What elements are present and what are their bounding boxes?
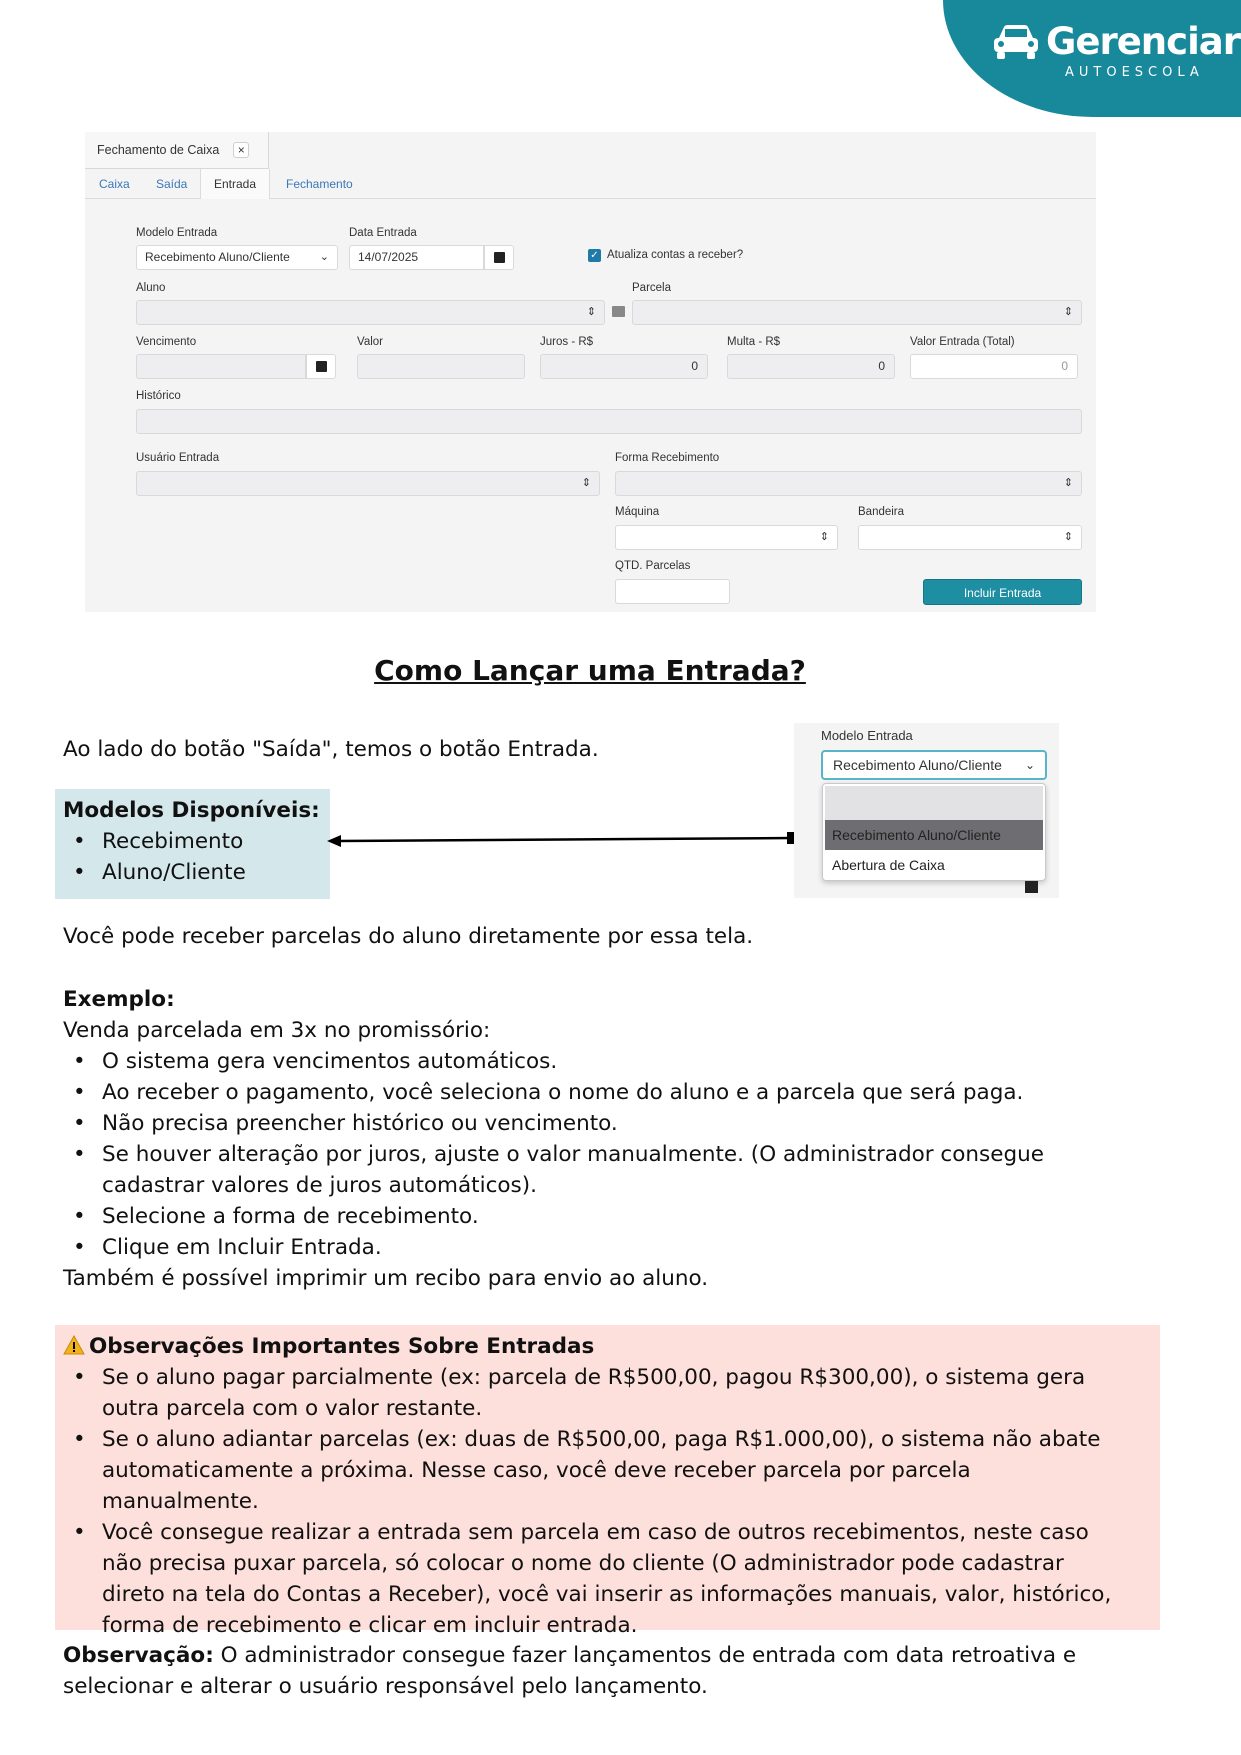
list-item: • Você consegue realizar a entrada sem parcela em caso de outros recebimentos, neste caso não precisa puxar parcela, só colocar o nome do cliente (O administrador pode cadastrar direto na tela do Contas a Receber), você vai inserir as informações manuais, valor, histórico, forma de recebimento e clicar em incluir entrada. — [63, 1517, 1133, 1641]
bandeira-select[interactable] — [858, 525, 1082, 550]
sort-icon: ⇕ — [581, 477, 591, 489]
valor-input[interactable] — [357, 354, 525, 379]
data-entrada-label: Data Entrada — [349, 227, 417, 239]
list-item: • Se houver alteração por juros, ajuste o valor manualmente. (O administrador consegue cadastrar valores de juros automáticos). — [63, 1139, 1063, 1201]
example-intro: Venda parcelada em 3x no promissório: — [63, 1018, 491, 1043]
warning-icon — [63, 1335, 85, 1355]
calendar-icon[interactable] — [484, 245, 514, 270]
historico-label: Histórico — [136, 390, 181, 402]
valor-total-label: Valor Entrada (Total) — [910, 336, 1015, 348]
example-outro: Também é possível imprimir um recibo para envio ao aluno. — [63, 1266, 709, 1291]
dropdown-option-blank[interactable] — [825, 786, 1043, 820]
list-item: • Se o aluno adiantar parcelas (ex: duas de R$500,00, paga R$1.000,00), o sistema não abate automaticamente a próxima. Nesse caso, você deve receber parcela por parcela manualmente. — [63, 1424, 1133, 1517]
brand-name: Gerenciar — [1046, 20, 1240, 63]
list-item: • Se o aluno pagar parcialmente (ex: parcela de R$500,00, pagou R$300,00), o sistema gera outra parcela com o valor restante. — [63, 1362, 1133, 1424]
example-title: Exemplo: — [63, 987, 175, 1012]
usuario-select[interactable] — [136, 471, 600, 496]
final-text: O administrador consegue fazer lançamentos de entrada com data retroativa e selecionar e alterar o usuário responsável pelo lançamento. — [63, 1643, 1077, 1699]
dropdown-selected-value: Recebimento Aluno/Cliente — [833, 757, 1002, 773]
multa-value: 0 — [878, 359, 885, 373]
modelo-entrada-value: Recebimento Aluno/Cliente — [145, 250, 290, 264]
bandeira-label: Bandeira — [858, 506, 905, 518]
car-icon — [991, 22, 1041, 62]
dropdown-label: Modelo Entrada — [821, 728, 913, 743]
observacoes-box — [55, 1325, 1160, 1638]
brand-subtitle: AUTOESCOLA — [1065, 65, 1204, 80]
final-observation — [63, 1640, 1083, 1702]
data-entrada-input[interactable]: 14/07/2025 — [349, 245, 484, 270]
sort-icon: ⇕ — [1063, 306, 1073, 318]
example-section — [63, 984, 1143, 1294]
final-label: Observação: — [63, 1643, 214, 1668]
intro-text: Ao lado do botão "Saída", temos o botão Entrada. — [63, 737, 599, 762]
historico-input[interactable] — [136, 409, 1082, 434]
valor-total-value: 0 — [1061, 359, 1068, 373]
list-item: • Não precisa preencher histórico ou vencimento. — [63, 1108, 1143, 1139]
receive-text: Você pode receber parcelas do aluno diretamente por essa tela. — [63, 924, 754, 949]
calendar-icon[interactable] — [306, 354, 336, 379]
window-tab[interactable] — [85, 132, 269, 169]
valor-total-input[interactable] — [910, 354, 1078, 379]
parcela-select[interactable] — [632, 300, 1082, 325]
sort-icon: ⇕ — [1063, 477, 1073, 489]
page-title: Como Lançar uma Entrada? — [374, 654, 806, 687]
observacoes-title: Observações Importantes Sobre Entradas — [89, 1334, 595, 1359]
brand-logo — [943, 0, 1241, 117]
maquina-label: Máquina — [615, 506, 660, 518]
dropdown-option-abertura[interactable]: Abertura de Caixa — [832, 857, 945, 873]
atualiza-checkbox[interactable]: ✓ — [588, 249, 601, 262]
aluno-select[interactable] — [136, 300, 605, 325]
modelos-box — [55, 789, 330, 899]
tab-caixa[interactable]: Caixa — [99, 177, 130, 191]
modelo-entrada-select[interactable] — [136, 245, 338, 270]
vencimento-input[interactable] — [136, 354, 306, 379]
dropdown-option-recebimento[interactable]: Recebimento Aluno/Cliente — [825, 820, 1043, 850]
list-item: • Ao receber o pagamento, você seleciona o nome do aluno e a parcela que será paga. — [63, 1077, 1143, 1108]
sub-tabs — [85, 169, 1096, 199]
usuario-label: Usuário Entrada — [136, 452, 220, 464]
multa-input[interactable] — [727, 354, 895, 379]
vencimento-label: Vencimento — [136, 336, 197, 348]
atualiza-label: Atualiza contas a receber? — [607, 249, 744, 261]
parcela-label: Parcela — [632, 282, 671, 294]
close-icon[interactable]: × — [233, 142, 249, 158]
card-icon — [612, 306, 625, 317]
sort-icon: ⇕ — [586, 306, 596, 318]
arrow-icon — [325, 828, 805, 852]
forma-select[interactable] — [615, 471, 1082, 496]
dropdown-screenshot — [794, 723, 1059, 898]
juros-value: 0 — [691, 359, 698, 373]
list-item: • Clique em Incluir Entrada. — [63, 1232, 1143, 1263]
chevron-down-icon: ⌄ — [319, 251, 329, 263]
tab-entrada[interactable]: Entrada — [200, 169, 270, 199]
calendar-icon — [1025, 881, 1038, 893]
aluno-label: Aluno — [136, 282, 166, 294]
dropdown-select[interactable] — [821, 750, 1047, 780]
modelo-entrada-label: Modelo Entrada — [136, 227, 218, 239]
modelos-title: Modelos Disponíveis: — [63, 798, 320, 823]
juros-label: Juros - R$ — [540, 336, 594, 348]
chevron-down-icon: ⌄ — [1024, 758, 1035, 772]
window-tab-title: Fechamento de Caixa — [97, 143, 220, 157]
list-item: • Recebimento — [63, 826, 330, 857]
sort-icon: ⇕ — [1063, 531, 1073, 543]
tab-saida[interactable]: Saída — [156, 177, 188, 191]
qtd-input[interactable] — [615, 579, 730, 604]
list-item: • Selecione a forma de recebimento. — [63, 1201, 1143, 1232]
juros-input[interactable] — [540, 354, 708, 379]
dropdown-menu — [822, 783, 1046, 881]
valor-label: Valor — [357, 336, 383, 348]
list-item: • O sistema gera vencimentos automáticos. — [63, 1046, 1143, 1077]
tab-fechamento[interactable]: Fechamento — [286, 177, 353, 191]
multa-label: Multa - R$ — [727, 336, 781, 348]
maquina-select[interactable] — [615, 525, 838, 550]
qtd-label: QTD. Parcelas — [615, 560, 691, 572]
incluir-entrada-button[interactable]: Incluir Entrada — [923, 579, 1082, 605]
list-item: • Aluno/Cliente — [63, 857, 330, 888]
observacoes-heading — [63, 1331, 1160, 1362]
sort-icon: ⇕ — [819, 531, 829, 543]
forma-label: Forma Recebimento — [615, 452, 720, 464]
app-screenshot — [85, 132, 1096, 612]
